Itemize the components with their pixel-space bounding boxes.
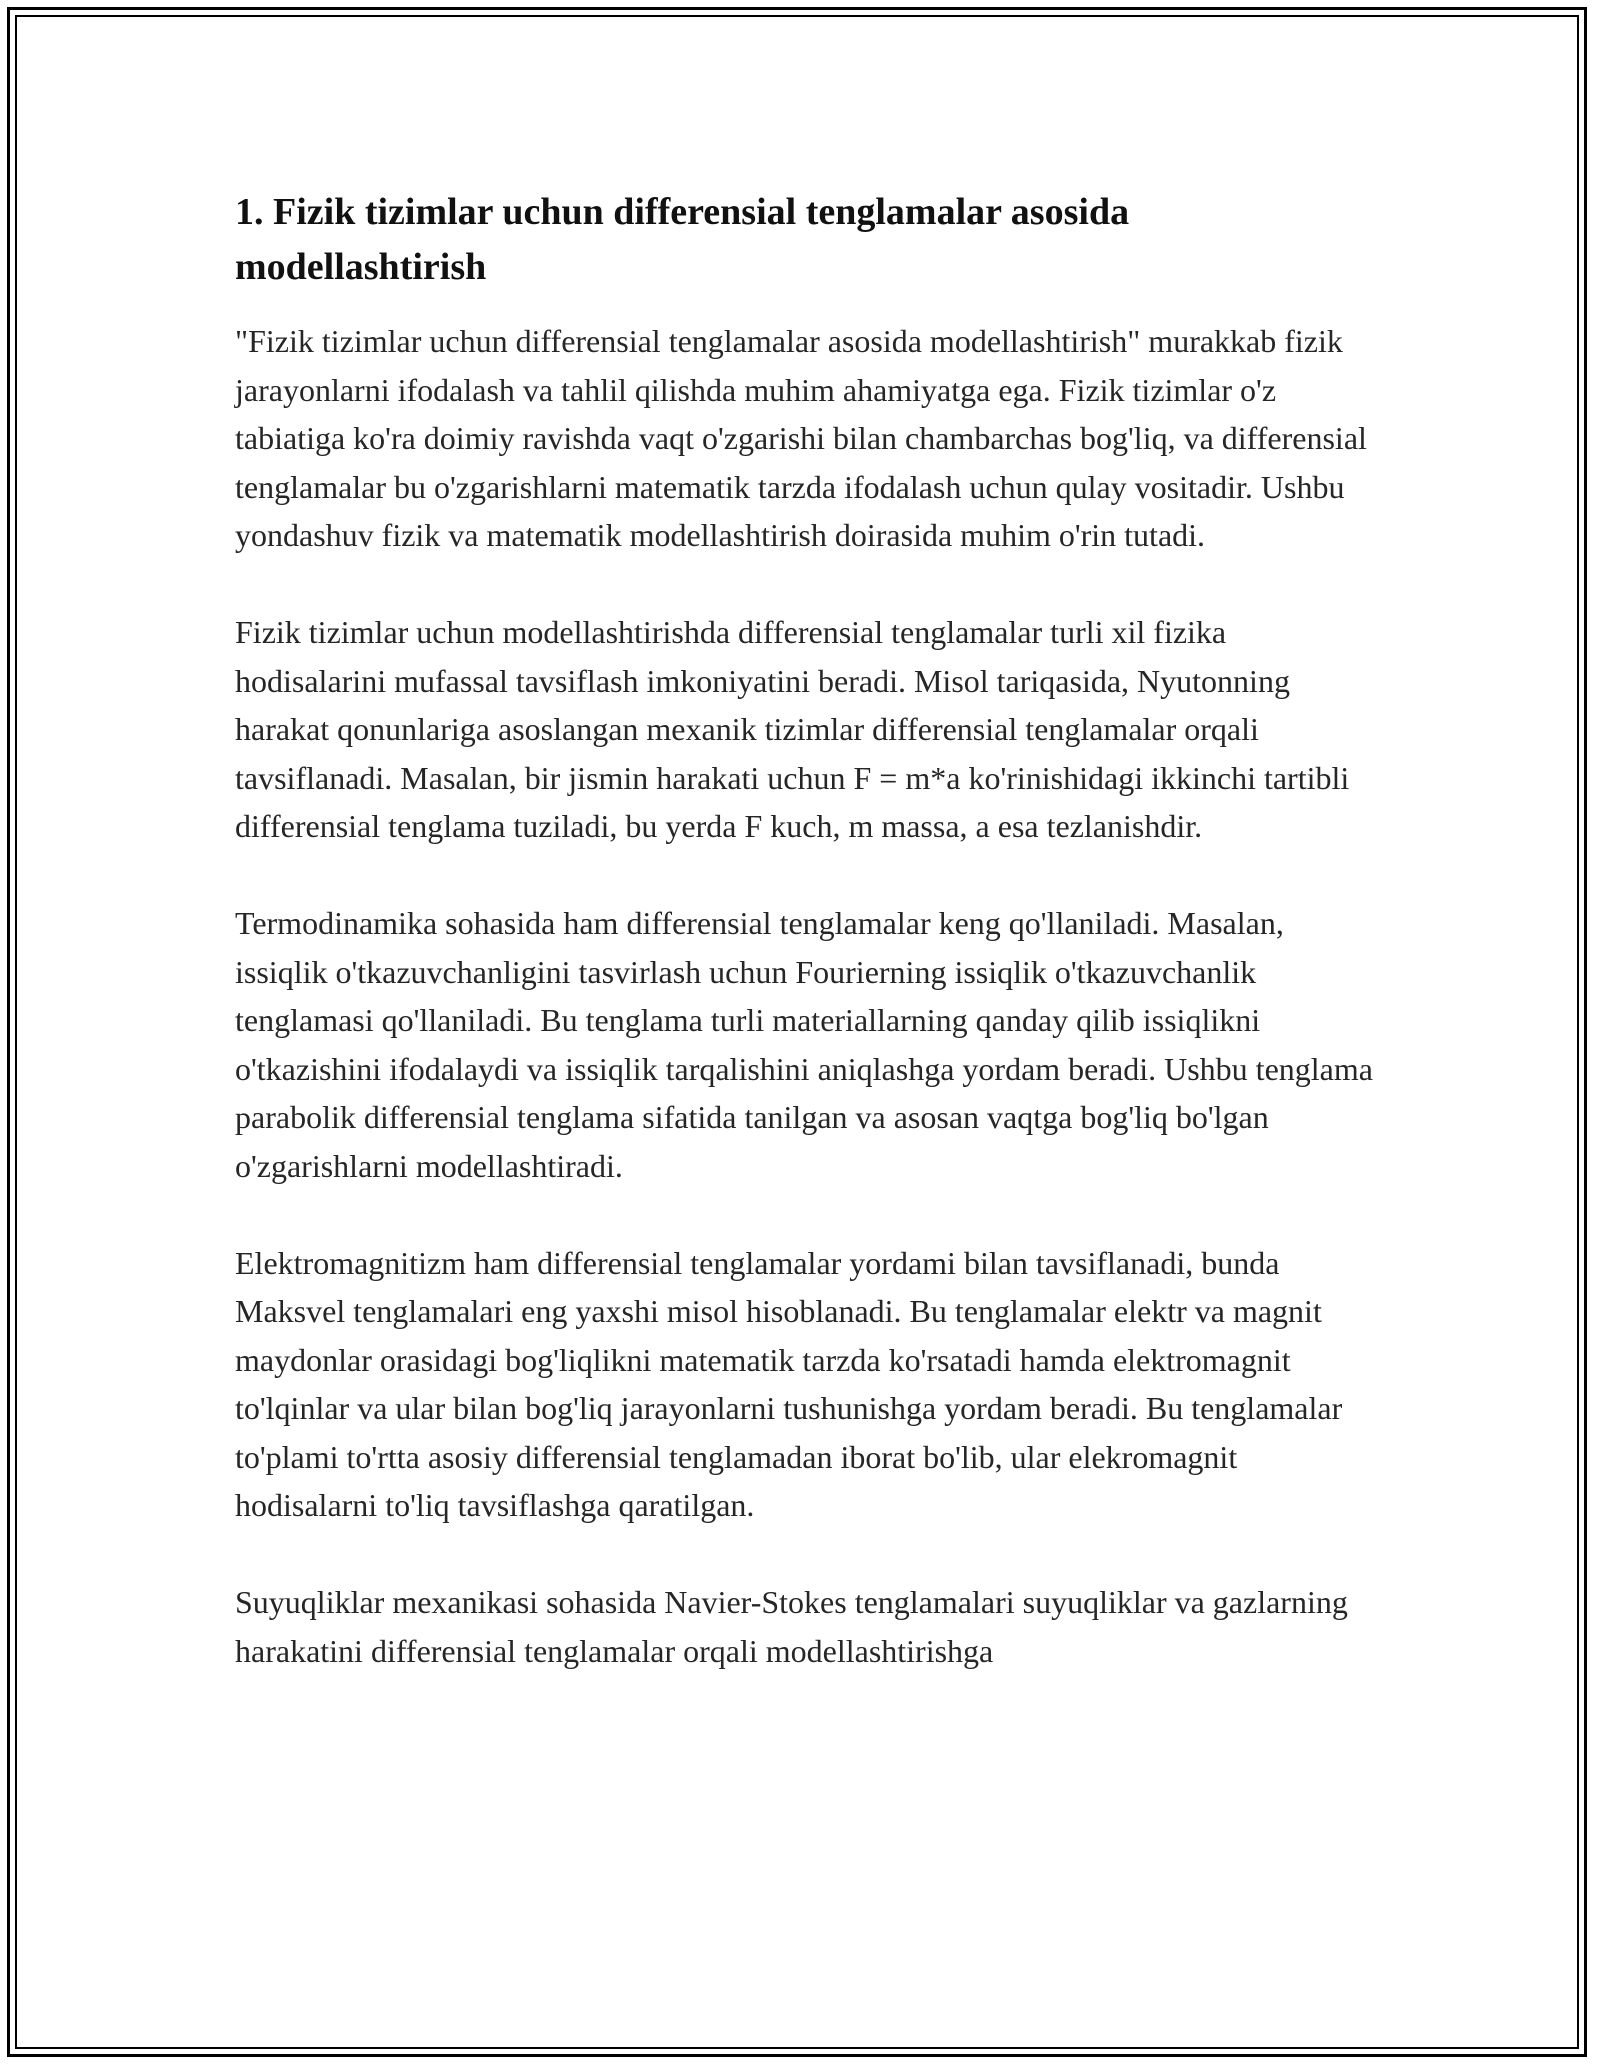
document-body — [235, 185, 1375, 1724]
paragraph-electromagnetism: Elektromagnitizm ham differensial tenglamalar yordami bilan tavsiflanadi, bunda Maksvel tenglamalari eng yaxshi misol hisoblanadi. Bu tenglamalar elektr va magnit maydonlar orasidagi bog'liqlikni matematik tarzda ko'rsatadi hamda elektromagnit to'lqinlar va ular bilan bog'liq jarayonlarni tushunishga yordam beradi. Bu tenglamalar to'plami to'rtta asosiy differensial tenglamadan iborat bo'lib, ular elekromagnit hodisalarni to'liq tavsiflashga qaratilgan. — [235, 1244, 1343, 1523]
section-heading: 1. Fizik tizimlar uchun differensial tenglamalar asosida modellashtirish — [235, 191, 1130, 288]
paragraph-mechanics: Fizik tizimlar uchun modellashtirishda differensial tenglamalar turli xil fizika hodisalarini mufassal tavsiflash imkoniyatini beradi. Misol tariqasida, Nyutonning harakat qonunlariga asoslangan mexanik tizimlar differensial tenglamalar orqali tavsiflanadi. Masalan, bir jismin harakati uchun F = m*a ko'rinishidagi ikkinchi tartibli differensial tenglama tuziladi, bu yerda F kuch, m massa, a esa tezlanishdir. — [235, 614, 1350, 844]
paragraph-fluid-mechanics: Suyuqliklar mexanikasi sohasida Navier-Stokes tenglamalari suyuqliklar va gazlarning harakatini differensial tenglamalar orqali modellashtirishga — [235, 1584, 1348, 1669]
paragraph-intro: "Fizik tizimlar uchun differensial tenglamalar asosida modellashtirish" murakkab fizik jarayonlarni ifodalash va tahlil qilishda muhim ahamiyatga ega. Fizik tizimlar o'z tabiatiga ko'ra doimiy ravishda vaqt o'zgarishi bilan chambarchas bog'liq, va differensial tenglamalar bu o'zgarishlarni matematik tarzda ifodalash uchun qulay vositadir. Ushbu yondashuv fizik va matematik modellashtirish doirasida muhim o'rin tutadi. — [235, 323, 1367, 553]
paragraph-thermodynamics: Termodinamika sohasida ham differensial tenglamalar keng qo'llaniladi. Masalan, issiqlik o'tkazuvchanligini tasvirlash uchun Fourierning issiqlik o'tkazuvchanlik tenglamasi qo'llaniladi. Bu tenglama turli materiallarning qanday qilib issiqlikni o'tkazishini ifodalaydi va issiqlik tarqalishini aniqlashga yordam beradi. Ushbu tenglama parabolik differensial tenglama sifatida tanilgan va asosan vaqtga bog'liq bo'lgan o'zgarishlarni modellashtiradi. — [235, 905, 1373, 1184]
